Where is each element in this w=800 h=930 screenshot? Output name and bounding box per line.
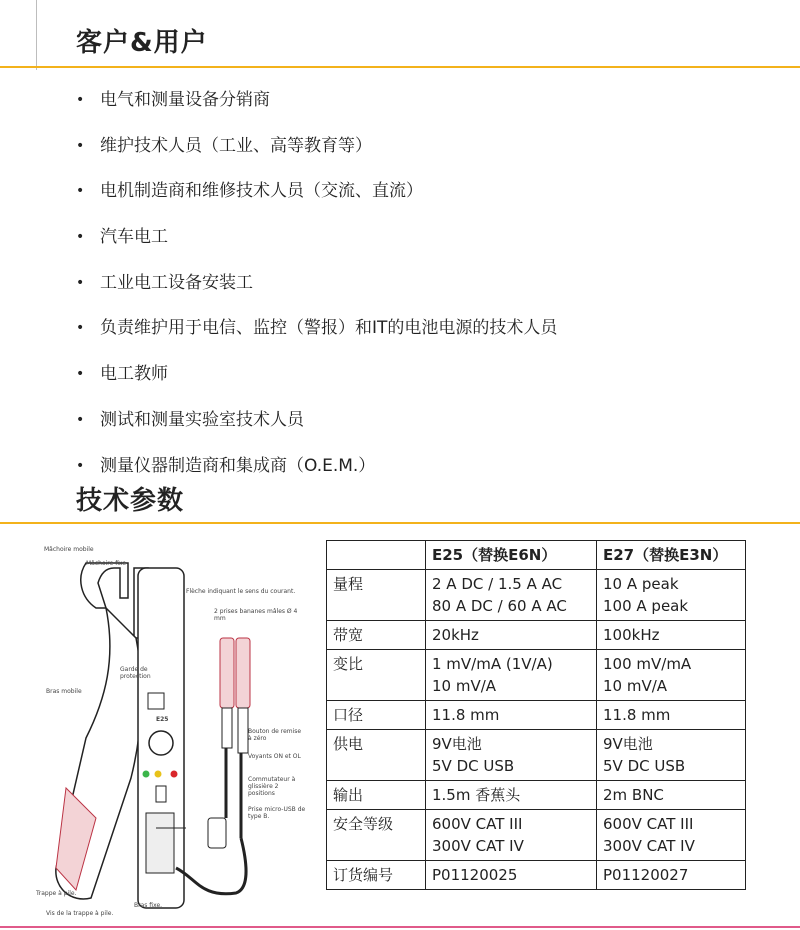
usb-plug [208,818,226,848]
list-item [76,408,776,454]
bullet-dot: • [76,274,85,291]
cell-e25 [426,810,597,861]
label-screw: Vis de la trappe à pile. [46,910,114,917]
cell-e25 [426,650,597,701]
bullet-dot: • [76,457,85,474]
cell-line: 11.8 mm [603,706,671,724]
list-item [76,179,776,225]
list-item [76,362,776,408]
cell-line: 10 A peak [603,575,679,593]
label-brand: E25 [156,716,169,723]
cell-line: 5V DC USB [603,757,686,775]
cell-line: 2m BNC [603,786,664,804]
list-item-text: 电气和测量设备分销商 [100,90,270,110]
header-cell-e25: E25（替换E6N） [426,541,597,570]
section-title-specs: 技术参数 [76,486,185,516]
table-row [327,810,746,861]
bullet-dot: • [76,92,85,108]
list-item-text: 测量仪器制造商和集成商（O.E.M.） [100,455,376,476]
label-switch: Commutateur à glissière 2 positions [248,776,296,797]
table-row [327,730,746,781]
label-plugs: 2 prises bananes mâles Ø 4 mm [214,608,298,622]
bottom-pink-line [0,926,800,928]
cell-line: 100 A peak [603,597,689,615]
list-item-text: 工业电工设备安装工 [100,272,253,293]
list-item [76,88,776,134]
table-row [327,570,746,621]
cell-line: 5V DC USB [432,757,515,775]
cell-line: 9V电池 [432,735,482,753]
lead-boot-1 [222,708,232,748]
cell-e27 [597,810,746,861]
bullet-dot: • [76,320,85,337]
label-battery: Trappe à pile. [36,890,77,897]
logo-box [148,693,164,709]
cell-e25 [426,621,597,650]
cell-line: 100 mV/mA [603,655,692,673]
label-reset: Bouton de remise à zéro [248,728,302,742]
row-label: 带宽 [327,621,426,650]
customer-list [76,88,776,478]
cell-e27 [597,570,746,621]
row-label: 量程 [327,570,426,621]
table-row [327,621,746,650]
row-label: 输出 [327,781,426,810]
bullet-dot: • [76,229,85,246]
label-leds: Voyants ON et OL [248,753,301,760]
cell-e27 [597,650,746,701]
list-item-text: 汽车电工 [100,227,168,248]
cell-line: P01120025 [432,866,518,884]
banana-plug-1 [220,638,234,708]
cell-e25 [426,861,597,890]
slide-switch [156,786,166,802]
row-label: 口径 [327,701,426,730]
battery-door [146,813,174,873]
row-label: 安全等级 [327,810,426,861]
cell-e27 [597,730,746,781]
cell-e27 [597,861,746,890]
list-item [76,225,776,271]
label-arm-fixed: Bras fixe. [134,902,163,909]
row-label: 订货编号 [327,861,426,890]
cell-line: 11.8 mm [432,706,500,724]
cell-line: P01120027 [603,866,689,884]
bullet-dot: • [76,183,85,200]
led-ol [155,771,162,778]
spec-table [326,540,746,890]
row-label: 供电 [327,730,426,781]
table-row [327,701,746,730]
bullet-dot: • [76,137,85,154]
cell-line: 9V电池 [603,735,653,753]
label-arrow: Flèche indiquant le sens du courant. [186,588,296,595]
product-diagram [36,538,306,923]
cell-line: 1.5m 香蕉头 [432,786,521,804]
table-header-row [327,541,746,570]
header-cell-empty [327,541,426,570]
list-item-text: 维护技术人员（工业、高等教育等） [100,135,372,156]
cell-line: 1 mV/mA (1V/A) [432,655,553,673]
spec-table-region [320,536,800,922]
list-item-text: 测试和测量实验室技术人员 [100,409,304,430]
cell-line: 100kHz [603,626,660,644]
list-item-text: 负责维护用于电信、监控（警报）和IT的电池电源的技术人员 [100,318,558,339]
cell-e27 [597,781,746,810]
list-item [76,454,776,479]
cell-line: 20kHz [432,626,479,644]
list-item [76,134,776,180]
label-guard: Garde de protection [120,666,151,680]
cell-line: 300V CAT IV [432,837,524,855]
row-label: 变比 [327,650,426,701]
label-jaw-mobile: Mâchoire mobile [44,546,94,553]
table-row [327,650,746,701]
cell-line: 2 A DC / 1.5 A AC [432,575,563,593]
label-arm-mobile: Bras mobile [46,688,82,695]
cell-line: 80 A DC / 60 A AC [432,597,567,615]
list-item-text: 电机制造商和维修技术人员（交流、直流） [100,181,423,202]
cell-e25 [426,701,597,730]
cell-e25 [426,781,597,810]
bullet-dot: • [76,366,85,383]
section-title-customers: 客户&用户 [76,28,208,58]
list-item [76,316,776,362]
jaw-shape [81,563,128,608]
cell-line: 600V CAT III [603,815,694,833]
header-cell-e27: E27（替换E3N） [597,541,746,570]
specs-title-underline [0,522,800,524]
list-item [76,271,776,317]
cell-e27 [597,621,746,650]
cell-line: 10 mV/A [432,677,497,695]
cell-e27 [597,701,746,730]
led-red [171,771,178,778]
bullet-dot: • [76,411,85,428]
label-jaw-fixed: Mâchoire fixe [86,560,127,567]
lead-boot-2 [238,708,248,753]
cell-e25 [426,730,597,781]
cell-e25 [426,570,597,621]
table-row [327,781,746,810]
cell-line: 300V CAT IV [603,837,695,855]
list-item-text: 电工教师 [100,364,168,385]
table-row [327,861,746,890]
led-on [143,771,150,778]
banana-plug-2 [236,638,250,708]
cell-line: 10 mV/A [603,677,668,695]
cell-line: 600V CAT III [432,815,523,833]
label-usb: Prise micro-USB de type B. [248,806,306,820]
reset-button [149,731,173,755]
